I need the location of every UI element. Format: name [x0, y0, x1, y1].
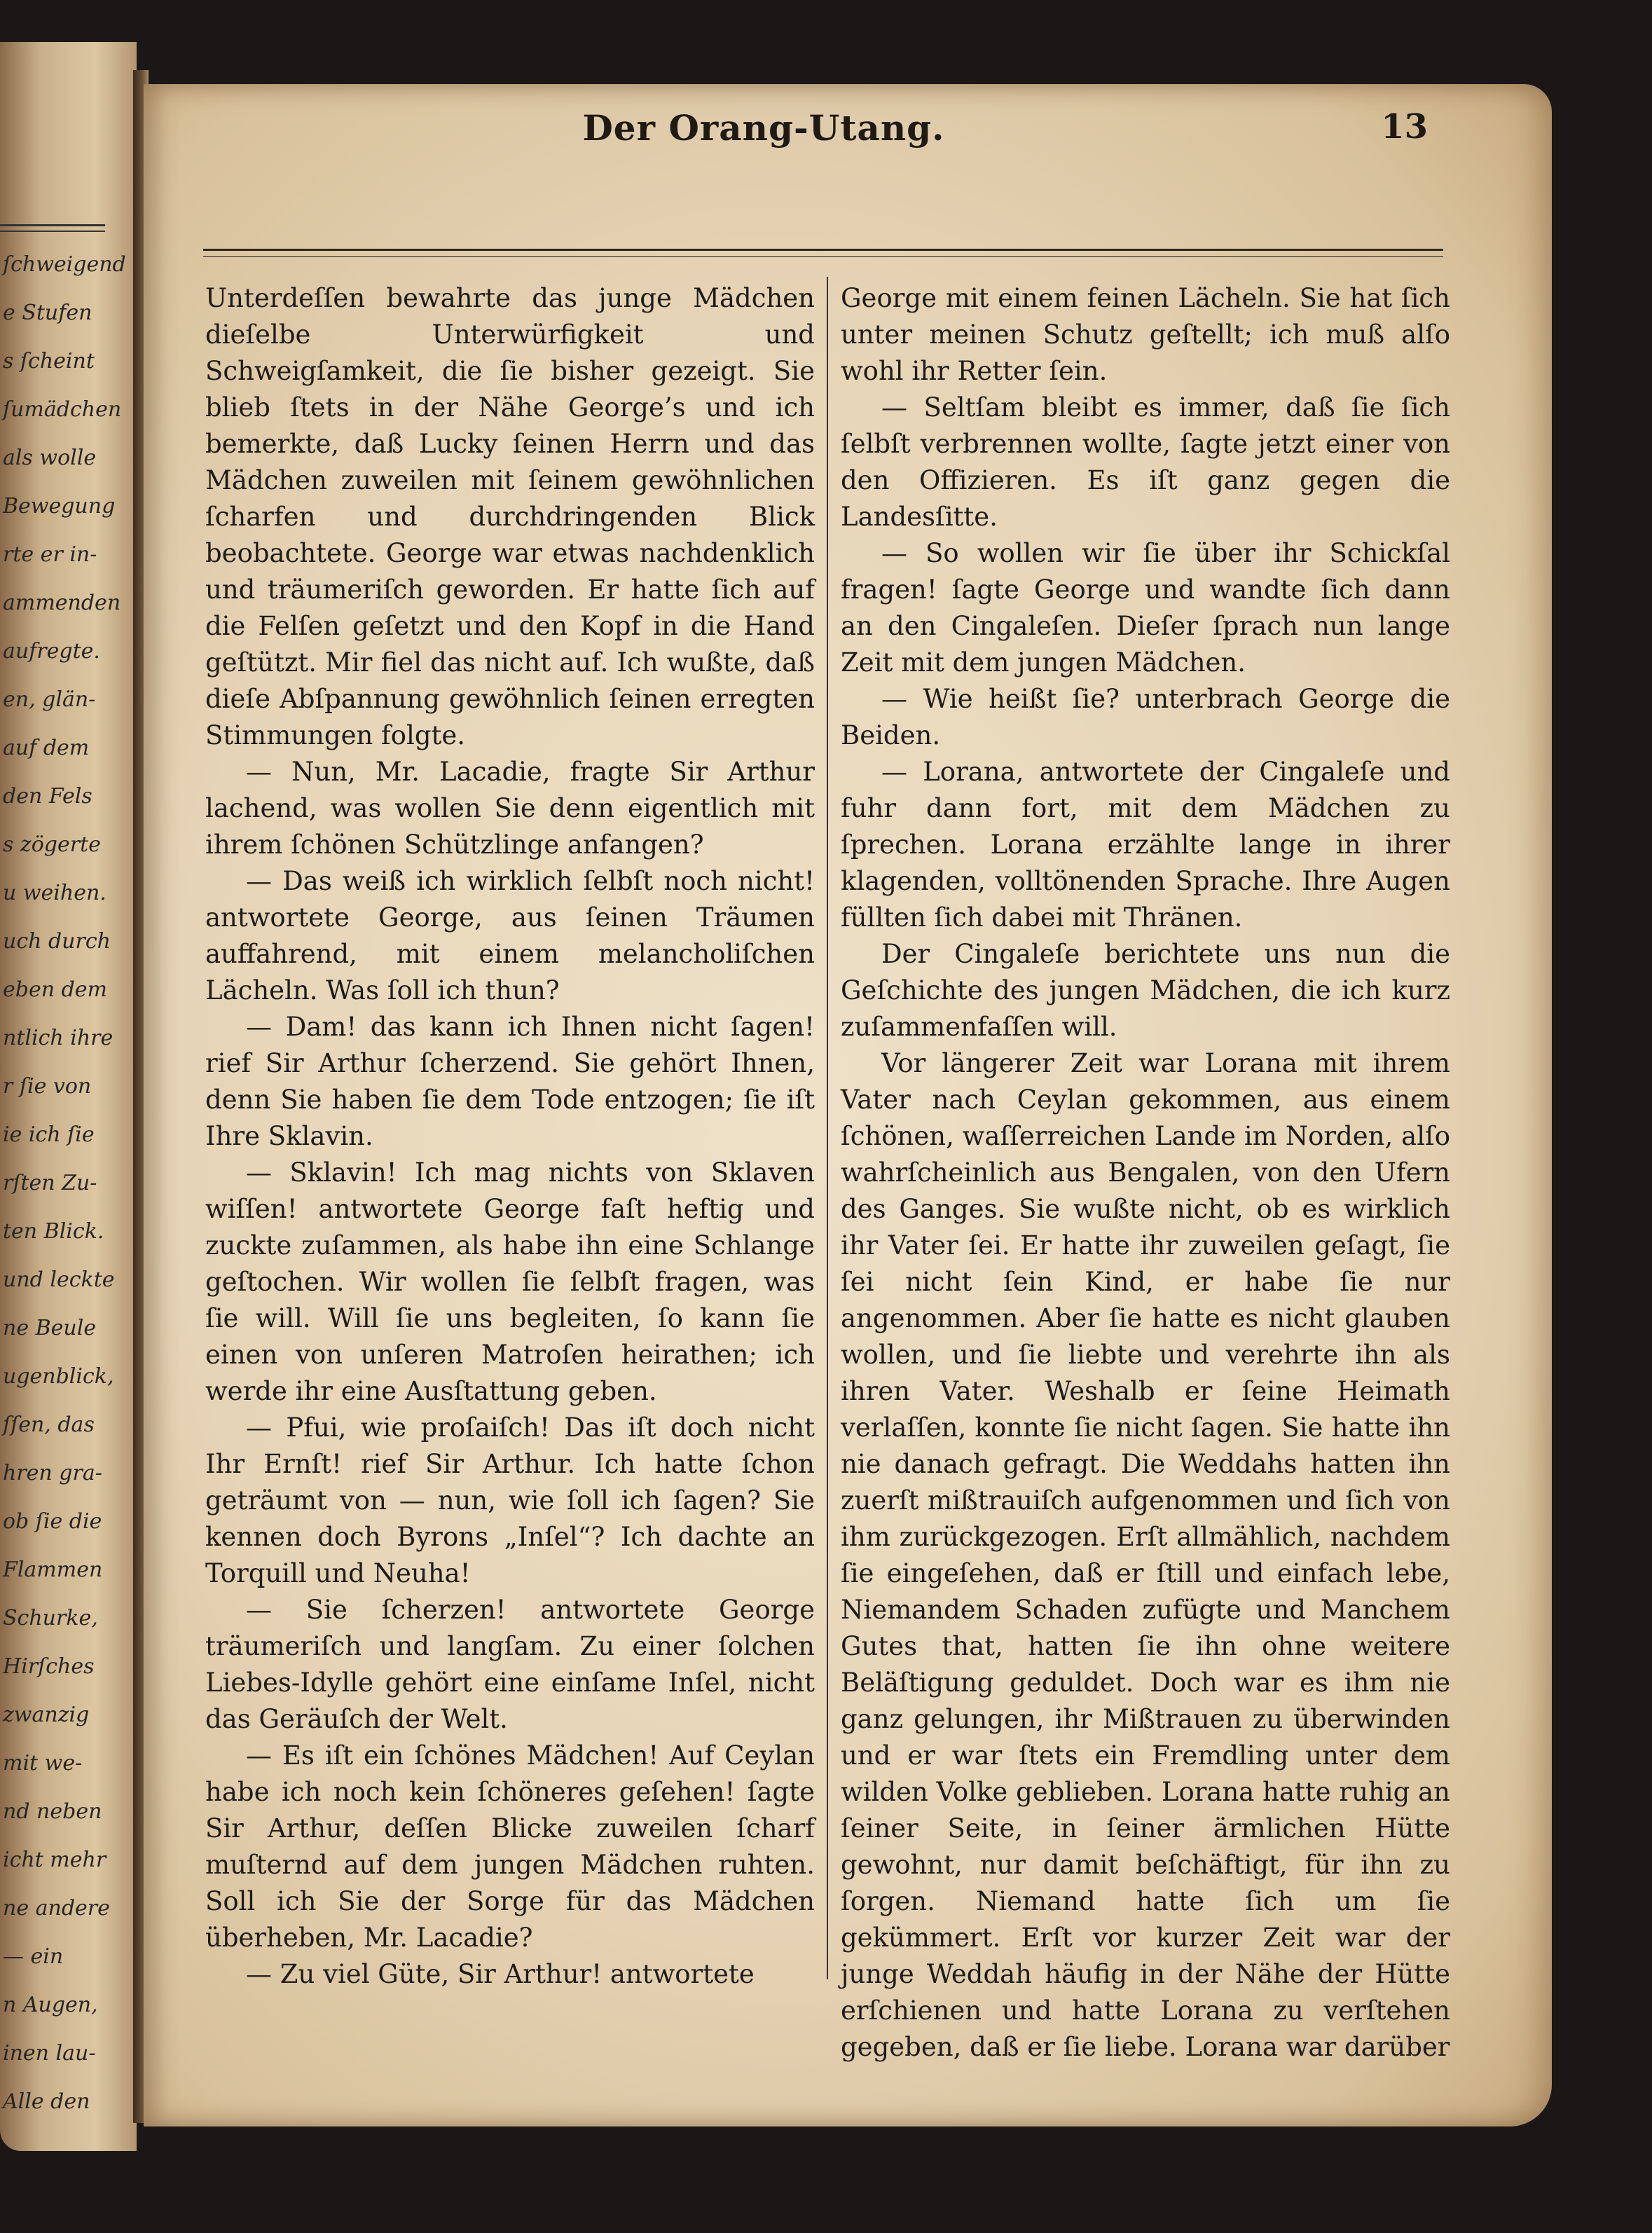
- left-page-fragment: Bewegung: [3, 494, 116, 518]
- left-page-fragment: ſumädchen: [3, 397, 122, 422]
- paragraph: Vor längerer Zeit war Lorana mit ihrem Vater nach Ceylan gekommen, aus einem ſchönen, waſſerreichen Lande im Norden, alſo wahrſcheinlich aus Bengalen, von den Ufern des Ganges. Sie wußte nicht, ob es wirklich ihr Vater ſei. Er hatte ihr zuweilen geſagt, ſie ſei nicht ſein Kind, er habe ſie nur angenommen. Aber ſie hatte es nicht glauben wollen, und ſie liebte und verehrte ihn als ihren Vater. Weshalb er ſeine Heimath verlaſſen, konnte ſie nicht ſagen. Sie hatte ihn nie danach gefragt. Die Weddahs hatten ihn zuerſt mißtrauiſch aufgenommen und ſich von ihm zurückgezogen. Erſt allmählich, nachdem ſie eingeſehen, daß er ſtill und einfach lebe, Niemandem Schaden zufügte und Manchem Gutes that, hatten ſie ihn ohne weitere Beläſtigung geduldet. Doch war es ihm nie ganz gelungen, ihr Mißtrauen zu überwinden und er war ſtets ein Fremdling unter dem wilden Volke geblieben. Lorana hatte ruhig an ſeiner Seite, in ſeiner ärmlichen Hütte gewohnt, nur damit beſchäftigt, für ihn zu ſorgen. Niemand hatte ſich um ſie gekümmert. Erſt vor kurzer Zeit war der junge Weddah häufig in der Nähe der Hütte erſchienen und hatte Lorana zu verſtehen gegeben, daß er ſie liebe. Lorana war darüber: [841, 1048, 1450, 2062]
- left-page-fragment: ne andere: [3, 1896, 110, 1921]
- left-page-fragment: und leckte: [3, 1267, 115, 1292]
- left-page-fragment: uch durch: [3, 929, 111, 954]
- left-page-fragment: s zögerte: [3, 832, 101, 857]
- left-page-fragment: Alle den: [3, 2089, 90, 2114]
- left-page-fragment: zwanzig: [3, 1703, 90, 1727]
- paragraph: Der Cingaleſe berichtete uns nun die Geſchichte des jungen Mädchen, die ich kurz zuſammenfaſſen will.: [841, 939, 1450, 1042]
- paragraph: — Wie heißt ſie? unterbrach George die Beiden.: [841, 684, 1450, 750]
- left-page-fragment: — ein: [3, 1944, 64, 1969]
- left-page-fragment: ammenden: [3, 591, 121, 615]
- paragraph: — Dam! das kann ich Ihnen nicht ſagen! rief Sir Arthur ſcherzend. Sie gehört Ihnen, denn Sie haben ſie dem Tode entzogen; ſie iſt Ihre Sklavin.: [205, 1012, 815, 1151]
- left-page-fragment: icht mehr: [3, 1848, 106, 1872]
- left-page-fragment: ſchweigend: [3, 252, 126, 277]
- left-page-fragment: ntlich ihre: [3, 1026, 113, 1050]
- running-title: Der Orang-Utang.: [582, 107, 945, 149]
- left-page-fragment: als wolle: [3, 446, 97, 470]
- text-column-right: [841, 280, 1450, 2066]
- left-page-fragment: rſten Zu-: [3, 1171, 97, 1195]
- paragraph: — Sie ſcherzen! antwortete George träumeriſch und langſam. Zu einer ſolchen Liebes-Idylle gehört eine einſame Inſel, nicht das Geräuſch der Welt.: [205, 1595, 815, 1734]
- left-page-fragment: rte er in-: [3, 542, 97, 567]
- paragraph: — Nun, Mr. Lacadie, fragte Sir Arthur lachend, was wollen Sie denn eigentlich mit ihrem ſchönen Schützlinge anfangen?: [205, 757, 815, 860]
- column-divider: [827, 277, 828, 1979]
- left-page-fragment: e Stufen: [3, 301, 92, 325]
- paragraph: — Das weiß ich wirklich ſelbſt noch nicht! antwortete George, aus ſeinen Träumen auffahrend, mit einem melancholiſchen Lächeln. Was ſoll ich thun?: [205, 866, 815, 1005]
- left-page-fragment: en, glän-: [3, 687, 96, 712]
- left-page-fragment: den Fels: [3, 784, 92, 809]
- left-page-fragment: inen lau-: [3, 2041, 96, 2066]
- paragraph: — Seltſam bleibt es immer, daß ſie ſich ſelbſt verbrennen wollte, ſagte jetzt einer von den Offizieren. Es iſt ganz gegen die Landesſitte.: [841, 392, 1450, 532]
- page-header: [203, 107, 1428, 149]
- header-rule: [203, 249, 1443, 257]
- left-page-fragment: ne Beule: [3, 1316, 97, 1340]
- text-column-left: [205, 280, 815, 1993]
- left-page-fragment: s ſcheint: [3, 349, 95, 373]
- left-page-fragment: n Augen,: [3, 1993, 98, 2017]
- left-page-edge: [0, 42, 137, 2151]
- left-page-fragment: Schurke,: [3, 1606, 98, 1630]
- paragraph: — Es iſt ein ſchönes Mädchen! Auf Ceylan habe ich noch kein ſchöneres geſehen! ſagte Sir Arthur, deſſen Blicke zuweilen ſcharf muſternd auf dem jungen Mädchen ruhten. Soll ich Sie der Sorge für das Mädchen überheben, Mr. Lacadie?: [205, 1740, 815, 1953]
- page-number: 13: [1381, 107, 1428, 146]
- left-page-fragment: ugenblick,: [3, 1364, 114, 1389]
- left-page-fragment: ſſen, das: [3, 1413, 95, 1437]
- left-page-fragment: ie ich ſie: [3, 1122, 95, 1147]
- left-page-fragment: auf dem: [3, 736, 90, 760]
- left-page-fragment: hren gra-: [3, 1461, 102, 1485]
- left-page-rule: [0, 224, 105, 232]
- paragraph: Unterdeſſen bewahrte das junge Mädchen dieſelbe Unterwürfigkeit und Schweigſamkeit, die ſie bisher gezeigt. Sie blieb ſtets in der Nähe George’s und ich bemerkte, daß Lucky ſeinen Herrn und das Mädchen zuweilen mit ſeinem gewöhnlichen ſcharfen und durchdringenden Blick beobachtete. George war etwas nachdenklich und träumeriſch geworden. Er hatte ſich auf die Felſen geſetzt und den Kopf in die Hand geſtützt. Mir fiel das nicht auf. Ich wußte, daß dieſe Abſpannung gewöhnlich ſeinen erregten Stimmungen folgte.: [205, 283, 815, 750]
- paragraph: — Pfui, wie proſaiſch! Das iſt doch nicht Ihr Ernſt! rief Sir Arthur. Ich hatte ſchon geträumt von — nun, wie ſoll ich ſagen? Sie kennen doch Byrons „Inſel“? Ich dachte an Torquill und Neuha!: [205, 1413, 815, 1588]
- left-page-fragment: mit we-: [3, 1751, 83, 1775]
- paragraph: — Lorana, antwortete der Cingaleſe und fuhr dann fort, mit dem Mädchen zu ſprechen. Lorana erzählte lange in ihrer klagenden, volltönenden Sprache. Ihre Augen füllten ſich dabei mit Thränen.: [841, 757, 1450, 933]
- paragraph: — Zu viel Güte, Sir Arthur! antwortete: [246, 1959, 755, 1989]
- paragraph: George mit einem feinen Lächeln. Sie hat ſich unter meinen Schutz geſtellt; ich muß alſo wohl ihr Retter ſein.: [841, 283, 1450, 386]
- left-page-fragment: ten Blick.: [3, 1219, 104, 1244]
- left-page-fragment: nd neben: [3, 1799, 102, 1824]
- paragraph: — So wollen wir ſie über ihr Schickſal fragen! ſagte George und wandte ſich dann an den Cingaleſen. Dieſer ſprach nun lange Zeit mit dem jungen Mädchen.: [841, 538, 1450, 678]
- left-page-fragment: Hirſches: [3, 1654, 95, 1679]
- left-page-fragment: ob ſie die: [3, 1509, 102, 1534]
- left-page-fragment: eben dem: [3, 977, 107, 1002]
- left-page-fragment: Flammen: [3, 1558, 103, 1582]
- paragraph: — Sklavin! Ich mag nichts von Sklaven wiſſen! antwortete George faſt heftig und zuckte zuſammen, als habe ihn eine Schlange geſtochen. Wir wollen ſie ſelbſt fragen, was ſie will. Will ſie uns begleiten, ſo kann ſie einen von unſeren Matroſen heirathen; ich werde ihr eine Ausſtattung geben.: [205, 1157, 815, 1406]
- left-page-fragment: u weihen.: [3, 881, 106, 905]
- left-page-fragment: aufregte.: [3, 639, 100, 664]
- left-page-fragment: r ſie von: [3, 1074, 92, 1099]
